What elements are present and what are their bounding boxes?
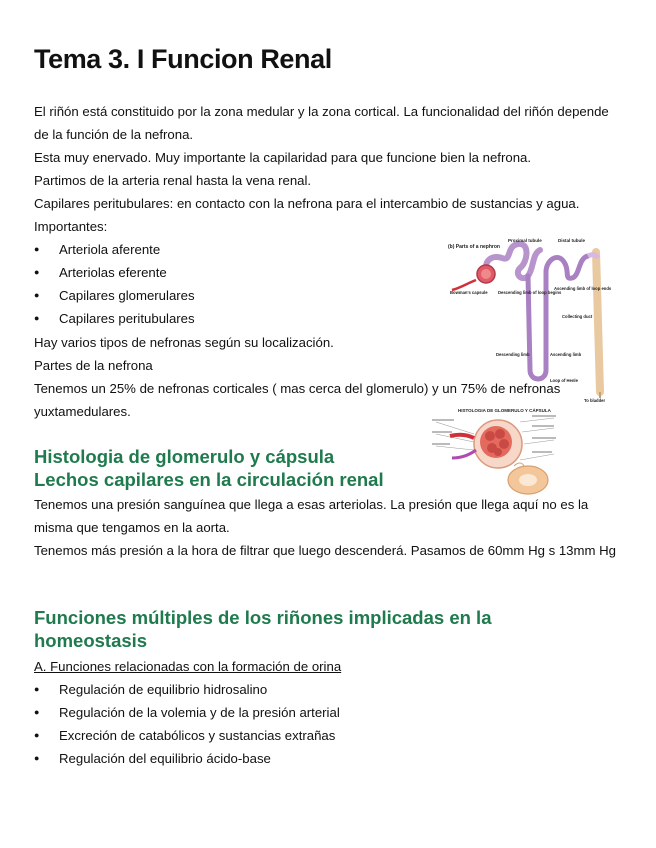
section-heading-funciones: Funciones múltiples de los riñones implicadas en la homeostasis [34, 607, 492, 651]
functions-subheading: A. Funciones relacionadas con la formación de orina [34, 659, 342, 674]
figure2-title: HISTOLOGIA DE GLOMERULO Y CÁPSULA [458, 408, 551, 413]
glomerulus-histology-diagram [430, 404, 560, 500]
label-ascending-limb: Ascending limb [550, 352, 582, 357]
list-item: ● Regulación del equilibrio ácido-base [34, 747, 340, 770]
label-descending-begins: Descending limb of loop begins [498, 290, 562, 295]
intro-paragraph-1: El riñón está constituido por la zona medular y la zona cortical. La funcionalidad del riñón depende de la función de la nefrona. [34, 104, 609, 143]
section-heading-histologia: Histologia de glomerulo y cápsula [34, 446, 335, 467]
pressure-paragraph-1: Tenemos una presión sanguínea que llega a esas arteriolas. La presión que llega aquí no es la misma que tengamos en la aorta. [34, 497, 589, 536]
nephron-types-text: Hay varios tipos de nefronas según su localización. [34, 335, 334, 350]
nephron-diagram [446, 232, 612, 404]
section-heading-lechos: Lechos capilares en la circulación renal [34, 469, 384, 490]
label-bowman-capsule: Bowman's capsule [450, 290, 488, 295]
list-item: ● Regulación de la volemia y de la presión arterial [34, 701, 340, 724]
list-item: ● Excreción de catabólicos y sustancias extrañas [34, 724, 340, 747]
nephron-percent-text: Tenemos un 25% de nefronas corticales ( mas cerca del glomerulo) y un 75% de nefronas yuxtamedulares. [34, 381, 561, 420]
label-ascending-ends: Ascending limb of loop ends [554, 286, 612, 291]
intro-paragraph-3: Partimos de la arteria renal hasta la vena renal. [34, 173, 312, 188]
label-to-bladder: To bladder [584, 398, 606, 403]
label-loop-of-henle: Loop of Henle [550, 378, 578, 383]
intro-paragraph-4: Capilares peritubulares: en contacto con la nefrona para el intercambio de sustancias y agua. [34, 196, 580, 211]
functions-list [34, 678, 340, 770]
list-item: ● Regulación de equilibrio hidrosalino [34, 678, 340, 701]
intro-paragraph-2: Esta muy enervado. Muy importante la capilaridad para que funcione bien la nefrona. [34, 150, 532, 165]
label-descending-limb: Descending limb [496, 352, 530, 357]
list-item: ● Capilares glomerulares [34, 284, 195, 307]
collecting-duct-shape [596, 252, 600, 392]
label-proximal-tubule: Proximal tubule [508, 238, 542, 243]
label-collecting-duct: Collecting duct [562, 314, 593, 319]
pressure-paragraph-2: Tenemos más presión a la hora de filtrar que luego descenderá. Pasamos de 60mm Hg s 13mm Hg [34, 543, 617, 558]
list-item: ● Arteriola aferente [34, 238, 195, 261]
label-distal-tubule: Distal tubule [558, 238, 586, 243]
page-title: Tema 3. I Funcion Renal [34, 44, 332, 74]
list-item: ● Capilares peritubulares [34, 307, 195, 330]
importantes-list [34, 238, 195, 330]
intro-paragraph-5: Importantes: [34, 219, 108, 234]
nephron-parts-text: Partes de la nefrona [34, 358, 153, 373]
figure1-title: (b) Parts of a nephron [448, 244, 500, 250]
list-item: ● Arteriolas eferente [34, 261, 195, 284]
